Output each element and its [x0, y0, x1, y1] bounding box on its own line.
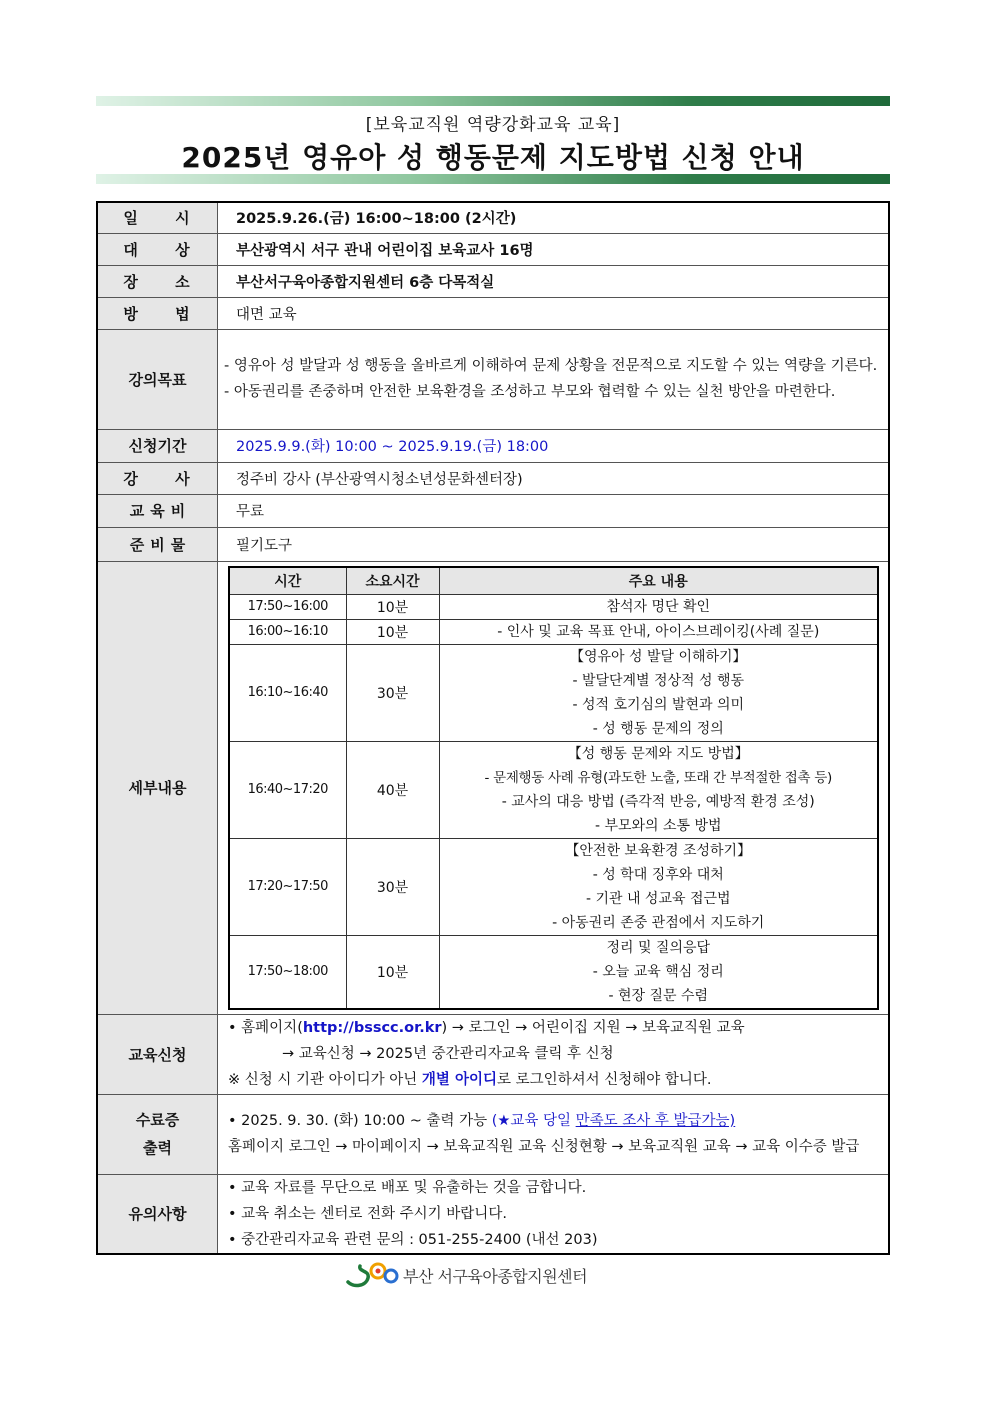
schedule-duration: 10분	[346, 619, 439, 644]
row-certificate	[97, 1094, 889, 1174]
row-target	[97, 233, 889, 265]
value-notes	[218, 1174, 890, 1254]
value-supplies: 필기도구	[218, 527, 890, 561]
schedule-duration: 40분	[346, 741, 439, 838]
label-apply: 교육신청	[97, 1014, 218, 1094]
certificate-line-1	[228, 1108, 884, 1134]
schedule-header-time: 시간	[229, 567, 346, 595]
value-date: 2025.9.26.(금) 16:00~18:00 (2시간)	[218, 202, 890, 233]
schedule-content-line: 참석자 명단 확인	[606, 598, 711, 615]
schedule-content	[439, 594, 878, 619]
schedule-row	[229, 741, 878, 838]
apply-line-1	[228, 1015, 888, 1041]
schedule-duration: 30분	[346, 838, 439, 935]
apply-note-emphasis: 개별 아이디	[421, 1072, 497, 1088]
row-supplies	[97, 527, 889, 561]
certificate-line-1-pre: • 2025. 9. 30. (화) 10:00 ~ 출력 가능	[228, 1113, 492, 1129]
label-notes: 유의사항	[97, 1174, 218, 1254]
apply-note-post: 로 로그인하셔서 신청해야 합니다.	[496, 1072, 712, 1088]
schedule-content-line: - 아동권리 존중 관점에서 지도하기	[552, 914, 765, 931]
schedule-content-line: - 기관 내 성교육 접근법	[585, 890, 731, 907]
schedule-time: 16:40~17:20	[229, 741, 346, 838]
schedule-content	[439, 741, 878, 838]
row-place	[97, 265, 889, 297]
row-goal	[97, 329, 889, 429]
row-date	[97, 202, 889, 233]
schedule-content-line: - 성 행동 문제의 정의	[592, 720, 724, 737]
schedule-content-line: 【안전한 보육환경 조성하기】	[565, 842, 752, 859]
schedule-duration: 30분	[346, 644, 439, 741]
label-place: 장 소	[97, 265, 218, 297]
certificate-note-b: 만족도 조사 후 발급가능)	[575, 1113, 736, 1129]
label-goal: 강의목표	[97, 329, 218, 429]
schedule-content-line: - 오늘 교육 핵심 정리	[592, 963, 724, 980]
value-fee: 무료	[218, 494, 890, 527]
schedule-content-line: - 문제행동 사례 유형(과도한 노출, 또래 간 부적절한 접촉 등)	[484, 769, 832, 786]
page-subtitle: [보육교직원 역량강화교육 교육]	[365, 115, 621, 135]
value-period: 2025.9.9.(화) 10:00 ~ 2025.9.19.(금) 18:00	[218, 429, 890, 462]
homepage-link[interactable]: http://bsscc.or.kr	[302, 1020, 442, 1036]
schedule-content	[439, 935, 878, 1009]
goal-line-1: - 영유아 성 발달과 성 행동을 올바르게 이해하여 문제 상황을 전문적으로 지도할 수 있는 역량을 기른다.	[224, 358, 878, 374]
schedule-content-line: 정리 및 질의응답	[606, 939, 711, 956]
label-supplies: 준비물	[97, 527, 218, 561]
schedule-row	[229, 935, 878, 1009]
label-certificate	[97, 1094, 218, 1174]
label-details: 세부내용	[97, 561, 218, 1014]
schedule-time: 17:50~18:00	[229, 935, 346, 1009]
schedule-row	[229, 838, 878, 935]
schedule-content-line: 【성 행동 문제와 지도 방법】	[567, 745, 749, 762]
value-place: 부산서구육아종합지원센터 6층 다목적실	[218, 265, 890, 297]
org-name: 부산 서구육아종합지원센터	[403, 1267, 588, 1286]
schedule-content-line: - 발달단계별 정상적 성 행동	[572, 672, 745, 689]
value-method: 대면 교육	[218, 297, 890, 329]
schedule-content-line: - 부모와의 소통 방법	[594, 817, 722, 834]
schedule-header-duration: 소요시간	[346, 567, 439, 595]
value-apply	[218, 1014, 890, 1094]
label-certificate-1: 수료증	[135, 1111, 180, 1129]
goal-line-2: - 아동권리를 존중하며 안전한 보육환경을 조성하고 부모와 협력할 수 있는 실천 방안을 마련한다.	[224, 384, 836, 400]
schedule-content-line: - 성적 호기심의 발현과 의미	[572, 696, 745, 713]
title-band-bottom	[96, 174, 890, 184]
apply-line-2: → 교육신청 → 2025년 중간관리자교육 클릭 후 신청	[282, 1046, 614, 1062]
row-method	[97, 297, 889, 329]
label-certificate-2: 출력	[143, 1139, 172, 1157]
row-period	[97, 429, 889, 462]
schedule-content	[439, 619, 878, 644]
schedule-content-line: - 성 학대 징후와 대처	[592, 866, 724, 883]
schedule-duration: 10분	[346, 594, 439, 619]
schedule-time: 16:10~16:40	[229, 644, 346, 741]
page-title: 2025년 영유아 성 행동문제 지도방법 신청 안내	[181, 141, 805, 174]
schedule-content-line: - 인사 및 교육 목표 안내, 아이스브레이킹(사례 질문)	[497, 623, 820, 640]
schedule-content	[439, 644, 878, 741]
schedule-table	[228, 566, 879, 1010]
schedule-duration: 10분	[346, 935, 439, 1009]
label-instructor: 강 사	[97, 462, 218, 494]
row-fee	[97, 494, 889, 527]
schedule-content-line: - 현장 질문 수렴	[608, 987, 709, 1004]
value-target: 부산광역시 서구 관내 어린이집 보육교사 16명	[218, 233, 890, 265]
label-fee: 교육비	[97, 494, 218, 527]
title-band-top	[96, 96, 890, 106]
note-item: • 중간관리자교육 관련 문의 : 051-255-2400 (내선 203)	[228, 1231, 598, 1248]
value-details	[218, 561, 890, 1014]
row-apply	[97, 1014, 889, 1094]
label-target: 대 상	[97, 233, 218, 265]
label-period: 신청기간	[97, 429, 218, 462]
label-method: 방 법	[97, 297, 218, 329]
schedule-row	[229, 619, 878, 644]
schedule-time: 16:00~16:10	[229, 619, 346, 644]
value-instructor: 정주비 강사 (부산광역시청소년성문화센터장)	[218, 462, 890, 494]
note-item: • 교육 자료를 무단으로 배포 및 유출하는 것을 금합니다.	[228, 1179, 587, 1196]
schedule-content-line: 【영유아 성 발달 이해하기】	[569, 648, 747, 665]
label-date: 일 시	[97, 202, 218, 233]
value-certificate	[218, 1094, 890, 1174]
schedule-row	[229, 594, 878, 619]
value-goal	[218, 329, 890, 429]
apply-note-pre: ※ 신청 시 기관 아이디가 아닌	[228, 1072, 422, 1088]
apply-note	[228, 1067, 888, 1093]
org-logo-icon	[344, 1262, 402, 1288]
schedule-header-row	[229, 567, 878, 595]
row-details	[97, 561, 889, 1014]
info-table	[96, 201, 890, 1255]
schedule-header-content: 주요 내용	[439, 567, 878, 595]
certificate-note-a: (★교육 당일	[491, 1113, 576, 1129]
schedule-time: 17:50~16:00	[229, 594, 346, 619]
apply-line-1-pre: • 홈페이지(	[228, 1020, 303, 1036]
schedule-content	[439, 838, 878, 935]
schedule-content-line: - 교사의 대응 방법 (즉각적 반응, 예방적 환경 조성)	[501, 793, 815, 810]
certificate-line-2: 홈페이지 로그인 → 마이페이지 → 보육교직원 교육 신청현황 → 보육교직원 교육 → 교육 이수증 발급	[228, 1139, 860, 1155]
apply-line-1-post: ) → 로그인 → 어린이집 지원 → 보육교직원 교육	[441, 1020, 745, 1036]
note-item: • 교육 취소는 센터로 전화 주시기 바랍니다.	[228, 1205, 507, 1222]
schedule-time: 17:20~17:50	[229, 838, 346, 935]
schedule-row	[229, 644, 878, 741]
row-notes	[97, 1174, 889, 1254]
row-instructor	[97, 462, 889, 494]
